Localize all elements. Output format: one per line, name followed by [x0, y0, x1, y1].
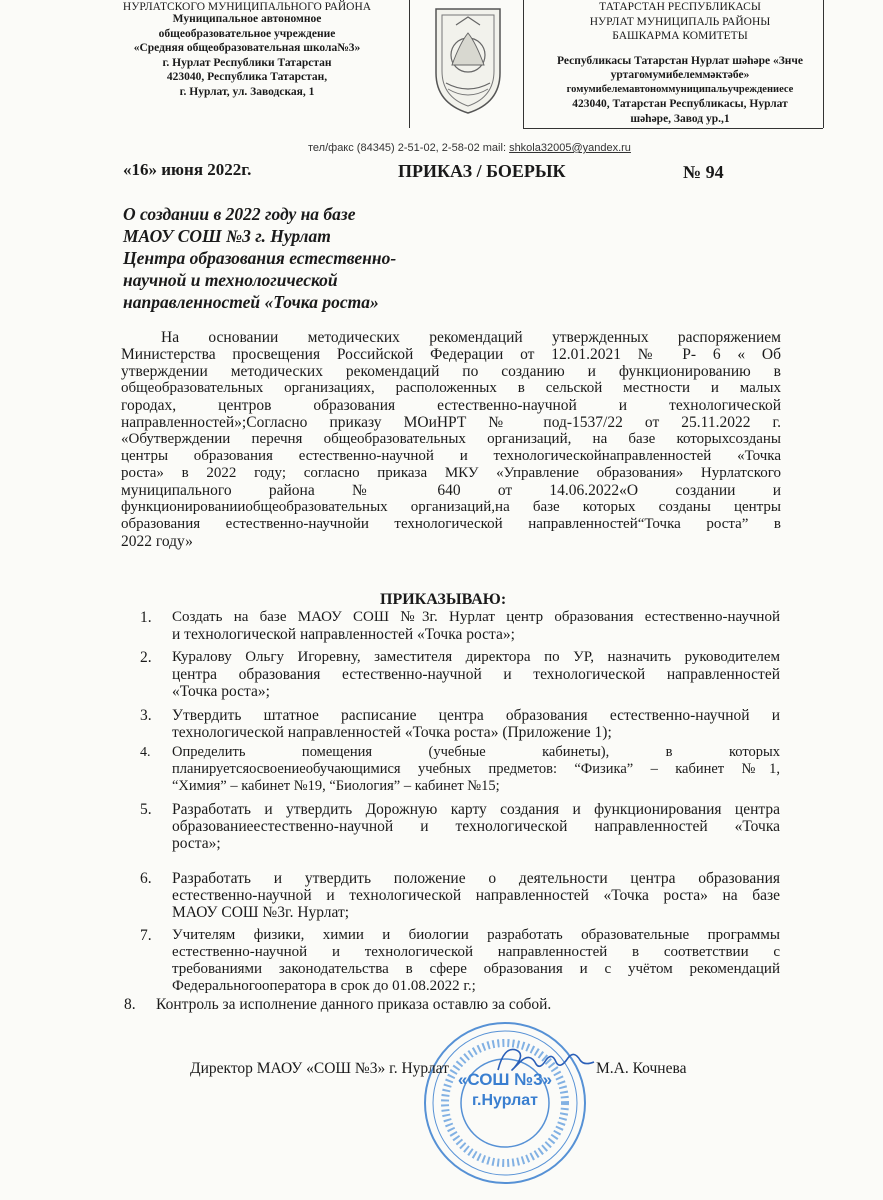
letterhead-left-line1: НУРЛАТСКОГО МУНИЦИПАЛЬНОГО РАЙОНА [122, 1, 372, 12]
letterhead-right-line1: ТАТАРСТАН РЕСПУБЛИКАСЫ [599, 1, 761, 13]
order-subject [123, 203, 503, 313]
order-title: ПРИКАЗ / БОЕРЫК [398, 161, 566, 181]
order-item-line: Федеральногооператора в срок до 01.08.2022 г.; [172, 978, 476, 994]
preamble-line: направленностей»;Согласно приказу МОиНРТ № под-1537/22 от 25.11.2022 г. [121, 414, 781, 431]
order-item [118, 707, 780, 741]
letterhead-left-line6: 423040, Республика Татарстан, [166, 71, 328, 83]
contact-line [308, 142, 631, 154]
order-number: № 94 [683, 162, 724, 182]
preamble [121, 329, 781, 550]
order-item-line: Определить помещения (учебные кабинеты), в которых [172, 744, 780, 760]
order-item-line: Куралову Ольгу Игоревну, заместителя директора по УР, назначить руководителем [172, 649, 780, 665]
letterhead-left-line7: г. Нурлат, ул. Заводская, 1 [179, 85, 315, 98]
subject-line: научной и технологической [123, 270, 338, 290]
order-item-line: МАОУ СОШ №3г. Нурлат; [172, 904, 350, 921]
subject-line: направленностей «Точка роста» [123, 292, 379, 312]
contact-email-link[interactable]: shkola32005@yandex.ru [509, 142, 631, 154]
letterhead-right-line4: Республикасы Татарстан Нурлат шәһәре «Знче [556, 54, 804, 67]
order-item-line: Разработать и утвердить положение о деятельности центра образования [172, 870, 780, 887]
letterhead-right-line2: НУРЛАТ МУНИЦИПАЛЬ РАЙОНЫ [589, 15, 771, 28]
letterhead-right-line6: гомумибелемавтономмуниципальучреждениесе [566, 83, 794, 95]
order-item-line: естественно-научной и технологической направленностей «Точка роста» на базе [172, 887, 780, 904]
order-item-line: естественно-научной и технологической направленностей в соответствии с [172, 944, 780, 960]
order-item-number: 8. [124, 996, 136, 1013]
order-item-number: 4. [140, 745, 151, 760]
order-item-line: роста»; [172, 835, 221, 852]
signature-scribble [490, 1040, 600, 1080]
order-item-line: центра образования естественно-научной и технологической направленностей [172, 666, 780, 683]
order-item-line: технологической направленностей «Точка роста» (Приложение 1); [172, 724, 612, 741]
order-item-line: требованиями законодательства в сфере образования и с учётом рекомендаций [172, 961, 780, 977]
preamble-line: На основании методических рекомендаций утвержденных распоряжением [161, 329, 781, 346]
stamp-center-line2: г.Нурлат [471, 1092, 539, 1109]
preamble-line: Министерства просвещения Российской Федерации от 12.01.2021 № Р- 6 « Об [121, 346, 781, 363]
order-item [118, 609, 780, 643]
subject-line: МАОУ СОШ №3 г. Нурлат [123, 226, 331, 246]
letterhead-right [530, 0, 830, 126]
order-item-line: образованиеестественно-научной и технологической направленностей «Точка [172, 818, 780, 835]
order-item-number: 6. [140, 870, 152, 887]
letterhead-divider-right [523, 0, 524, 128]
order-item-line: Учителям физики, химии и биологии разработать образовательные программы [172, 927, 780, 943]
preamble-line: утверждении методических рекомендаций по созданию и функционированию в [121, 363, 781, 380]
stamp-center-line1: «СОШ №3» [457, 1070, 553, 1089]
order-item [118, 927, 780, 995]
letterhead-right-line5: уртагомумибелеммәктәбе» [610, 69, 750, 81]
subject-line: О создании в 2022 году на базе [123, 204, 356, 224]
order-word: ПРИКАЗЫВАЮ: [380, 591, 507, 608]
order-item-line: и технологической направленностей «Точка роста»; [172, 626, 515, 643]
order-items [118, 609, 780, 1013]
letterhead-left [92, 3, 402, 99]
order-item [118, 744, 780, 795]
order-item-line: Разработать и утвердить Дорожную карту создания и функционирования центра [172, 801, 780, 818]
order-date: «16» июня 2022г. [123, 160, 252, 179]
letterhead-divider-far-right [823, 0, 824, 128]
order-item-number: 2. [140, 649, 152, 666]
order-item-line: «Точка роста»; [172, 683, 270, 700]
letterhead-left-line3: общеобразовательное учреждение [158, 27, 336, 40]
preamble-line: «Обутверждении перечня общеобразовательных организаций, на базе которыхсозданы [121, 431, 781, 447]
order-item [118, 649, 780, 700]
letterhead-left-line2: Муниципальное автономное [172, 13, 322, 25]
subject-line: Центра образования естественно- [123, 248, 397, 268]
letterhead-right-line7: 423040, Татарстан Республикасы, Нурлат [572, 98, 788, 110]
signature-name: М.А. Кочнева [596, 1060, 687, 1077]
preamble-line: общеобразовательных организациях, расположенных в сельской местности и малых [121, 380, 781, 396]
order-item-number: 5. [140, 801, 152, 818]
order-item-line: “Химия” – кабинет №19, “Биология” – кабинет №15; [172, 778, 500, 794]
letterhead-left-line4: «Средняя общеобразовательная школа№3» [133, 42, 361, 54]
contact-phone: тел/факс (84345) 2-51-02, 2-58-02 mail: [308, 142, 506, 154]
order-item-number: 1. [140, 609, 152, 626]
preamble-line: центры образования естественно-научной и технологическойнаправленностей «Точка [121, 448, 781, 464]
order-item [118, 996, 780, 1013]
preamble-line: городах, центров образования естественно-научной и технологической [121, 397, 781, 414]
letterhead-bottom-line [523, 128, 823, 129]
letterhead-left-line5: г. Нурлат Республики Татарстан [162, 56, 332, 69]
order-item-line: планируетсяосвоениеобучающимися учебных предметов: “Физика” – кабинет №1, [172, 761, 780, 777]
order-item-line: Утвердить штатное расписание центра образования естественно-научной и [172, 707, 780, 724]
order-item-number: 3. [140, 707, 152, 724]
order-item-line: Создать на базе МАОУ СОШ №3г. Нурлат центр образования естественно-научной [172, 609, 780, 625]
order-item [118, 870, 780, 921]
tatarstan-emblem [428, 3, 508, 115]
order-item [118, 801, 780, 852]
signature-position: Директор МАОУ «СОШ №3» г. Нурлат [190, 1060, 449, 1077]
letterhead-right-line3: БАШКАРМА КОМИТЕТЫ [612, 30, 748, 42]
order-item-line: Контроль за исполнение данного приказа оставлю за собой. [156, 996, 552, 1013]
preamble-line: функционированииобщеобразовательных организаций,на базе которых созданы центры [121, 499, 781, 515]
preamble-line: роста» в 2022 году; согласно приказа МКУ «Управление образования» Нурлатского [121, 465, 781, 481]
preamble-line: муниципального района № 640 от 14.06.2022«О создании и [121, 482, 781, 499]
preamble-line: 2022 году» [121, 533, 193, 550]
letterhead-right-line8: шәһәре, Завод ур.,1 [630, 112, 730, 125]
order-item-number: 7. [140, 927, 152, 944]
preamble-line: образования естественно-научнойи технологической направленностей“Точка роста” в [121, 516, 781, 532]
letterhead-divider-left [409, 0, 410, 128]
